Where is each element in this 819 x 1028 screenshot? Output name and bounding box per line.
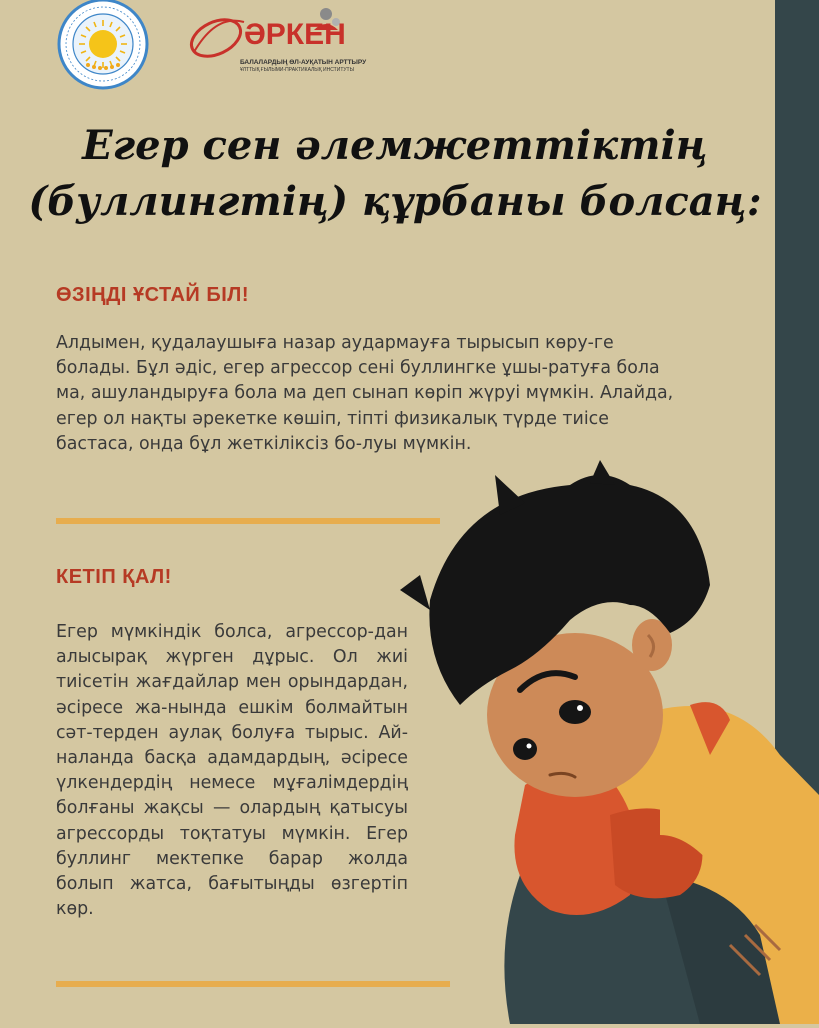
erken-logo — [186, 4, 367, 76]
divider-2 — [56, 981, 450, 987]
ministry-emblem-icon — [48, 0, 158, 92]
section-text-1: Алдымен, қудалаушыға назар аудармауға тырысып көру-ге болады. Бұл әдіс, егер агрессор сені буллингке ұшы-ратуға бола ма, ашуландыруға бола ма деп сынап көріп жүруі мүмкін. Алайда, егер ол нақты әрекетке көшіп, тіпті физикалық түрде тиісе бастаса, онда бұл жеткіліксіз бо-луы мүмкін. — [56, 333, 674, 454]
page-title — [20, 118, 770, 230]
section-heading-2: КЕТІП ҚАЛ! — [56, 566, 172, 588]
section-heading-1: ӨЗІҢДІ ҰСТАЙ БІЛ! — [56, 284, 249, 306]
page-title-line-2: (буллингтің) құрбаны болсаң: — [28, 178, 762, 225]
section-text-2: Егер мүмкіндік болса, агрессор-дан алысырақ жүрген дұрыс. Ол жиі тиісетін жағдайлар мен орындардан, әсіресе жа-нында ешкім болмайтын сәт-терден аулақ болуға тырыс. Ай-наланда басқа адамдардың, әсіресе үлкендердің немесе мұғалімдердің болғаны жақсы — олардың қатысуы агрессорды тоқтатуы мүмкін. Егер буллинг мектепке барар жолда болып жатса, бағытыңды өзгертіп көр. — [56, 622, 408, 920]
erken-logo-subtitle: БАЛАЛАРДЫҢ ӨЛ-АУҚАТЫН АРТТЫРУ — [240, 59, 367, 66]
divider-1 — [56, 518, 440, 524]
page-title-line-1: Егер сен әлемжеттіктің — [82, 122, 708, 169]
erken-logo-subtitle-2: ҰЛТТЫҚ ҒЫЛЫМИ-ПРАКТИКАЛЫҚ ИНСТИТУТЫ — [240, 67, 355, 73]
erken-logo-name: ӘРКЕН — [244, 18, 346, 51]
sad-boy-illustration — [400, 455, 819, 1024]
